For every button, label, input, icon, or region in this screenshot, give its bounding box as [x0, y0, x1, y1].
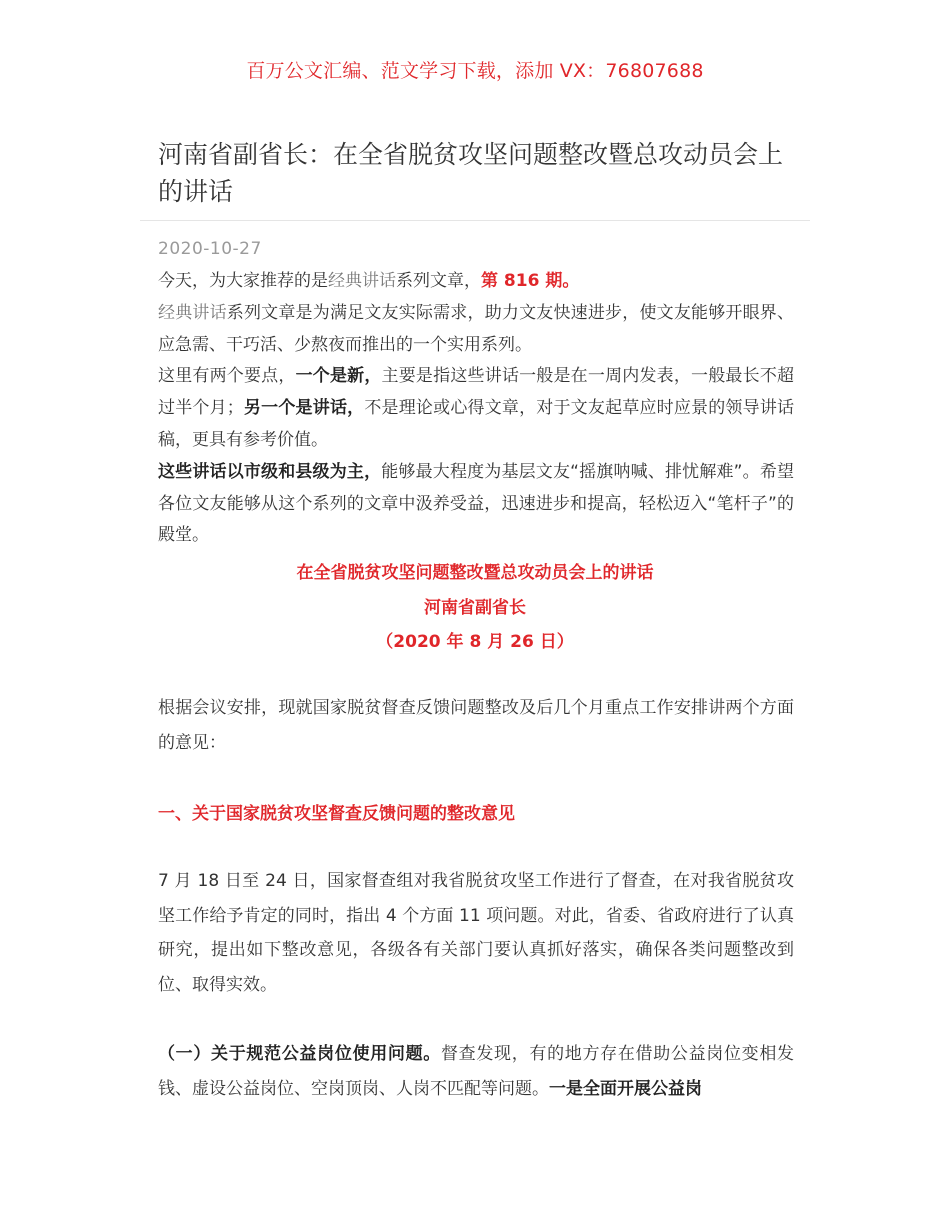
intro-text: 能够最大程度为基层文友“摇旗呐喊、排忧解难”。希望各位文友能够从这个系列的文章中汲养受益，迅速进步和提高，轻松迈入“笔杆子”的殿堂。 — [158, 461, 794, 546]
intro-paragraph-1 — [158, 266, 794, 298]
bold-point: 这些讲话以市级和县级为主， — [158, 461, 382, 482]
issue-number: 第 816 期。 — [481, 271, 580, 291]
item-1-paragraph — [158, 1037, 794, 1106]
intro-text: 不是理论或心得文章，对于文友起草应时应景的领导讲话稿，更具有参考价值。 — [158, 398, 795, 450]
series-name: 经典讲话 — [158, 302, 227, 323]
opening-paragraph: 根据会议安排，现就国家脱贫督查反馈问题整改及后几个月重点工作安排讲两个方面的意见： — [158, 698, 794, 753]
item-text: 督查发现，有的地方存在借助公益岗位变相发钱、虚设公益岗位、空岗顶岗、人岗不匹配等问题。 — [158, 1044, 795, 1099]
bold-point: 一个是新， — [295, 366, 382, 387]
publish-date: 2020-10-27 — [158, 239, 262, 259]
intro-text: 今天，为大家推荐的是 — [158, 271, 328, 291]
speech-date: （2020 年 8 月 26 日） — [376, 632, 574, 652]
intro-paragraph-3 — [158, 361, 794, 456]
section-heading-1: 一、关于国家脱贫攻坚督查反馈问题的整改意见 — [158, 804, 515, 824]
intro-block — [158, 266, 794, 552]
title-divider — [140, 220, 810, 221]
item-bold-tail: 一是全面开展公益岗 — [549, 1078, 702, 1099]
speech-title: 在全省脱贫攻坚问题整改暨总攻动员会上的讲话 — [296, 563, 654, 583]
section-1-paragraph: 7 月 18 日至 24 日，国家督查组对我省脱贫攻坚工作进行了督查，在对我省脱贫攻坚工作给予肯定的同时，指出 4 个方面 11 项问题。对此，省委、省政府进行了认真研究，提出如下整改意见，各级各有关部门要认真抓好落实，确保各类问题整改到位、取得实效。 — [158, 871, 794, 995]
item-heading: （一）关于规范公益岗位使用问题。 — [158, 1044, 441, 1064]
article-title: 河南省副省长：在全省脱贫攻坚问题整改暨总攻动员会上的讲话 — [158, 140, 784, 206]
download-banner: 百万公文汇编、范文学习下载，添加 VX：76807688 — [246, 60, 704, 82]
intro-text: 系列文章， — [396, 271, 481, 291]
intro-paragraph-2 — [158, 298, 794, 362]
speech-speaker: 河南省副省长 — [424, 598, 526, 618]
intro-paragraph-4 — [158, 457, 794, 552]
intro-text: 主要是指这些讲话一般是在一周内发表，一般最长不超过半个月； — [158, 366, 795, 419]
intro-text: 系列文章是为满足文友实际需求，助力文友快速进步，使文友能够开眼界、应急需、干巧活、少熬夜而推出的一个实用系列。 — [158, 302, 795, 355]
intro-text: 这里有两个要点， — [158, 366, 296, 387]
series-name: 经典讲话 — [328, 271, 396, 291]
bold-point: 另一个是讲话， — [243, 398, 365, 419]
